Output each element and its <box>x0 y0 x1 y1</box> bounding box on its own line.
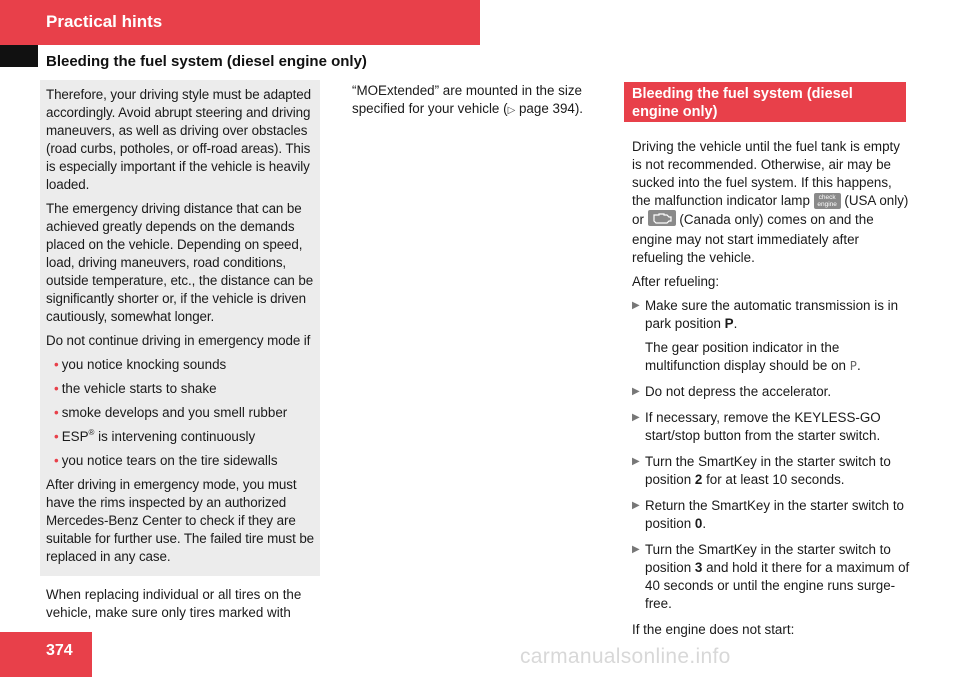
bullet-item: • you notice tears on the tire sidewalls <box>54 453 278 468</box>
step-arrow-icon: ▶ <box>632 544 640 555</box>
bleeding-instructions <box>632 138 912 645</box>
bullet-item: • you notice knocking sounds <box>54 357 227 372</box>
bullet-dot-icon: • <box>54 429 59 444</box>
bullet-dot-icon: • <box>54 453 59 468</box>
box-paragraph-2: The emergency driving distance that can be achieved greatly depends on the demands placed on the vehicle. Depending on speed, load, driving maneuvers, road conditions, outside temperature, etc., the distance can be significantly shorter or, if the vehicle is driven cautiously, somewhat longer. <box>46 201 314 324</box>
step-position-0: ▶ Return the SmartKey in the starter switch to position 0. <box>632 498 904 531</box>
step-arrow-icon: ▶ <box>632 300 640 311</box>
bullet-item: • smoke develops and you smell rubber <box>54 405 288 420</box>
bullet-item: • ESP® is intervening continuously <box>54 428 256 444</box>
box-paragraph-3: Do not continue driving in emergency mode if <box>46 333 311 348</box>
bullet-dot-icon: • <box>54 405 59 420</box>
bullet-dot-icon: • <box>54 381 59 396</box>
section-subtitle: Bleeding the fuel system (diesel engine only) <box>46 53 367 70</box>
page-reference-link[interactable]: page 394). <box>515 101 584 116</box>
page-reference-icon: ▷ <box>507 105 516 116</box>
display-symbol: P <box>849 359 857 373</box>
step-park-position: ▶ Make sure the automatic transmission is in park position P. The gear position indicator in the multifunction display should be on P. <box>632 297 912 375</box>
step-arrow-icon: ▶ <box>632 456 640 467</box>
moextended-text: “MOExtended” are mounted in the size specified for your vehicle (▷ page 394). <box>352 83 584 116</box>
intro-paragraph: Driving the vehicle until the fuel tank is empty is not recommended. Otherwise, air may be sucked into the fuel system. If this happens, the malfunction indicator lamp check engine (USA only) or (Canada only) comes on and the engine may not start immediately after refueling the vehicle. <box>632 139 909 265</box>
step-arrow-icon: ▶ <box>632 500 640 511</box>
emergency-driving-box <box>40 80 320 576</box>
step-note: The gear position indicator in the multifunction display should be on P. <box>645 340 861 373</box>
step-position-2: ▶ Turn the SmartKey in the starter switch to position 2 for at least 10 seconds. <box>632 454 891 487</box>
after-refueling-label: After refueling: <box>632 274 720 289</box>
step-arrow-icon: ▶ <box>632 412 640 423</box>
bullet-dot-icon: • <box>54 357 59 372</box>
check-engine-lamp-icon: check engine <box>814 193 841 209</box>
step-accelerator: ▶ Do not depress the accelerator. <box>632 384 832 399</box>
watermark: carmanualsonline.info <box>520 645 731 668</box>
bullet-item: • the vehicle starts to shake <box>54 381 217 396</box>
step-keyless-go: ▶ If necessary, remove the KEYLESS-GO start/stop button from the starter switch. <box>632 410 881 443</box>
header-black-marker <box>0 45 38 67</box>
closing-text: If the engine does not start: <box>632 622 795 637</box>
engine-malfunction-icon <box>648 210 676 231</box>
box-paragraph-4: After driving in emergency mode, you must have the rims inspected by an authorized Mercedes-Benz Center to check if they are suitable for further use. The failed tire must be replaced in any case. <box>46 477 315 564</box>
step-arrow-icon: ▶ <box>632 386 640 397</box>
section-heading: Bleeding the fuel system (diesel engine only) <box>624 82 906 122</box>
step-position-3: ▶ Turn the SmartKey in the starter switch to position 3 and hold it there for a maximum of 40 seconds or until the engine runs surge-free. <box>632 542 910 611</box>
page-number: 374 <box>46 642 73 659</box>
box-paragraph-1: Therefore, your driving style must be adapted accordingly. Avoid abrupt steering and driving maneuvers, as well as driving over obstacles (road curbs, potholes, or off-road areas). This is especially important if the vehicle is heavily loaded. <box>46 87 311 192</box>
tire-replacement-text: When replacing individual or all tires on the vehicle, make sure only tires marked with <box>46 587 302 620</box>
page-title: Practical hints <box>46 12 163 31</box>
